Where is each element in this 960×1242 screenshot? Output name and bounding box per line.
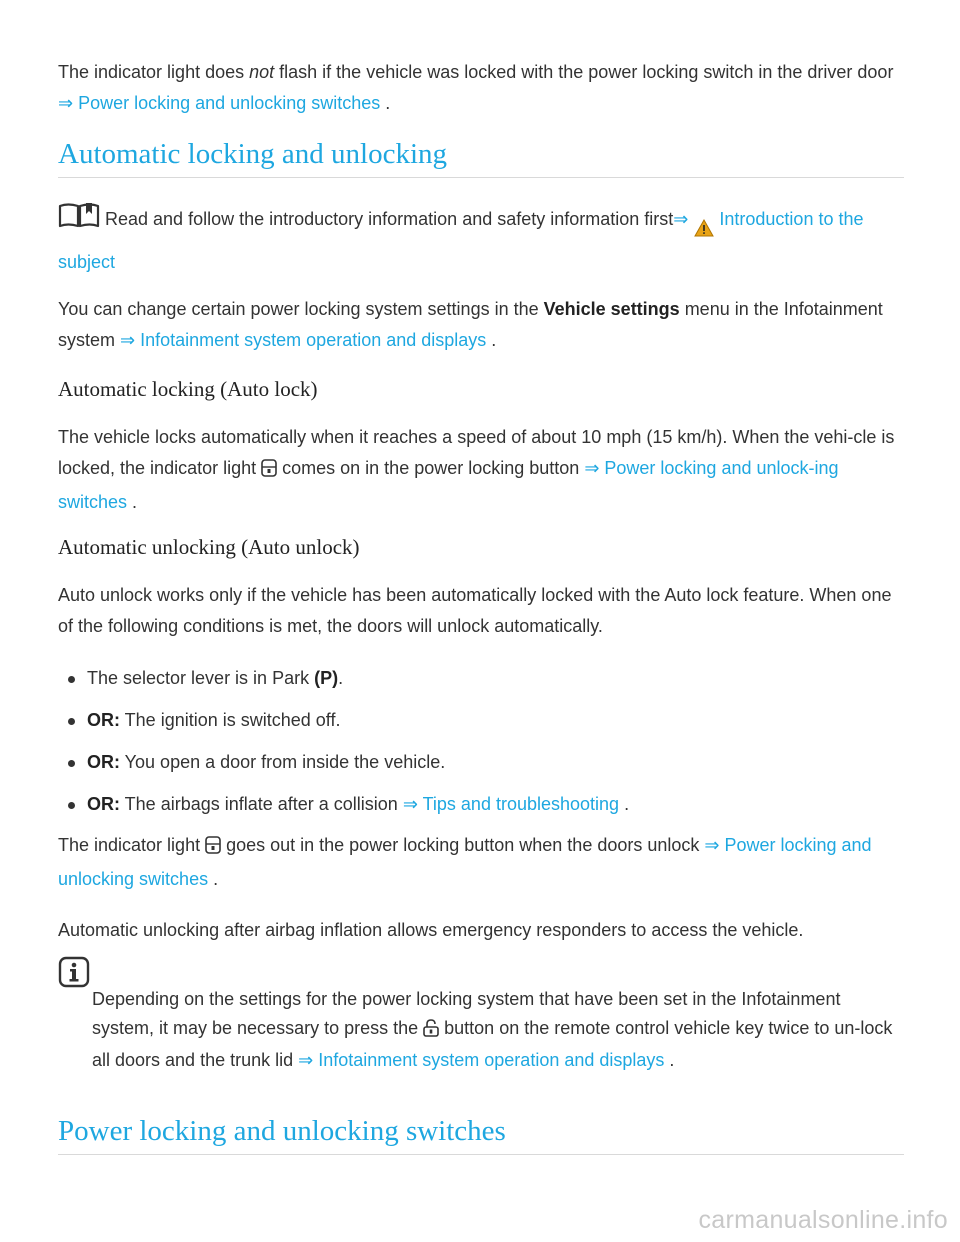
intro-end: . [380, 93, 391, 113]
book-icon [58, 202, 100, 238]
indicator-paragraph [58, 830, 904, 895]
subheading-auto-lock: Automatic locking (Auto lock) [58, 377, 318, 401]
section-heading-automatic-locking: Automatic locking and unlocking [58, 138, 904, 178]
intro-emphasis: not [249, 62, 275, 82]
bullet-tail: . [619, 794, 630, 814]
bullet-dot [68, 760, 75, 767]
bullet-dot [68, 676, 75, 683]
indicator-text: The indicator light [58, 835, 206, 855]
link-infotainment-operation-2[interactable]: ⇒ Infotainment system operation and displays [298, 1050, 665, 1070]
info-note-icon [58, 956, 90, 988]
link-introduction-to-subject[interactable]: Introduction to the subject [58, 209, 864, 272]
intro-paragraph [58, 57, 904, 119]
section-heading-power-locking-switches: Power locking and unlocking switches [58, 1115, 904, 1155]
intro-text: The indicator light does [58, 62, 250, 82]
bullet-bold: OR: [87, 794, 120, 814]
auto-lock-text: The vehicle locks automatically when it reaches a speed of about 10 mph (15 km/h). When the vehi-cle is locked, the indicator light [58, 427, 895, 478]
lock-indicator-icon [261, 456, 277, 487]
note-paragraph [92, 985, 904, 1075]
auto-lock-paragraph [58, 422, 904, 518]
note-text-cont: button on the remote control vehicle key twice to un-lock all doors and the trunk lid [92, 1018, 893, 1070]
list-item [58, 747, 445, 778]
park-label: (P) [314, 668, 339, 688]
indicator-end: . [208, 869, 219, 889]
bullet-text: The ignition is switched off. [120, 710, 341, 730]
settings-paragraph [58, 294, 904, 356]
list-item [58, 663, 343, 694]
link-infotainment-operation[interactable]: ⇒ Infotainment system operation and displays [120, 330, 487, 350]
bullet-text: The airbags inflate after a collision [120, 794, 403, 814]
link-power-locking-switches-3[interactable]: ⇒ Power locking and unlocking switches [58, 835, 872, 889]
link-power-locking-switches[interactable]: ⇒ Power locking and unlocking switches [58, 93, 381, 113]
bullet-dot [68, 802, 75, 809]
lock-indicator-icon [205, 833, 221, 864]
airbag-paragraph: Automatic unlocking after airbag inflation allows emergency responders to access the vehicle. [58, 920, 804, 940]
bullet-bold: OR: [87, 752, 120, 772]
auto-lock-text-cont: comes on in the power locking button [277, 458, 585, 478]
link-power-locking-switches-2[interactable]: ⇒ Power locking and unlock-ing switches [58, 458, 839, 512]
read-instructions-text: Read and follow the introductory information and safety information first [100, 209, 674, 229]
bullet-text: You open a door from inside the vehicle. [120, 752, 446, 772]
read-arrow: ⇒ [673, 209, 689, 229]
auto-lock-end: . [127, 492, 138, 512]
settings-text: You can change certain power locking system settings in the [58, 299, 544, 319]
unlock-button-icon [423, 1017, 439, 1046]
vehicle-settings-label: Vehicle settings [543, 299, 680, 319]
subheading-auto-unlock: Automatic unlocking (Auto unlock) [58, 535, 360, 559]
settings-end: . [486, 330, 497, 350]
read-instructions-paragraph [58, 202, 904, 278]
bullet-tail: . [338, 668, 344, 688]
bullet-bold: OR: [87, 710, 120, 730]
settings-text-cont: menu in the Infotainment system [58, 299, 883, 350]
list-item [58, 705, 340, 736]
bullet-text: The selector lever is in Park [87, 668, 315, 688]
warning-icon [694, 216, 714, 247]
bullet-dot [68, 718, 75, 725]
link-tips-troubleshooting[interactable]: ⇒ Tips and troubleshooting [402, 794, 620, 814]
intro-text-cont: flash if the vehicle was locked with the power locking switch in the driver door [274, 62, 894, 82]
indicator-text-cont: goes out in the power locking button when the doors unlock [221, 835, 705, 855]
list-item [58, 789, 629, 820]
note-text: Depending on the settings for the power locking system that have been set in the Infotainment system, it may be necessary to press the [92, 989, 841, 1038]
note-end: . [664, 1050, 675, 1070]
auto-unlock-paragraph: Auto unlock works only if the vehicle has been automatically locked with the Auto lock feature. When one of the following conditions is met, the doors will unlock automatically. [58, 585, 892, 636]
watermark: carmanualsonline.info [698, 1206, 948, 1234]
